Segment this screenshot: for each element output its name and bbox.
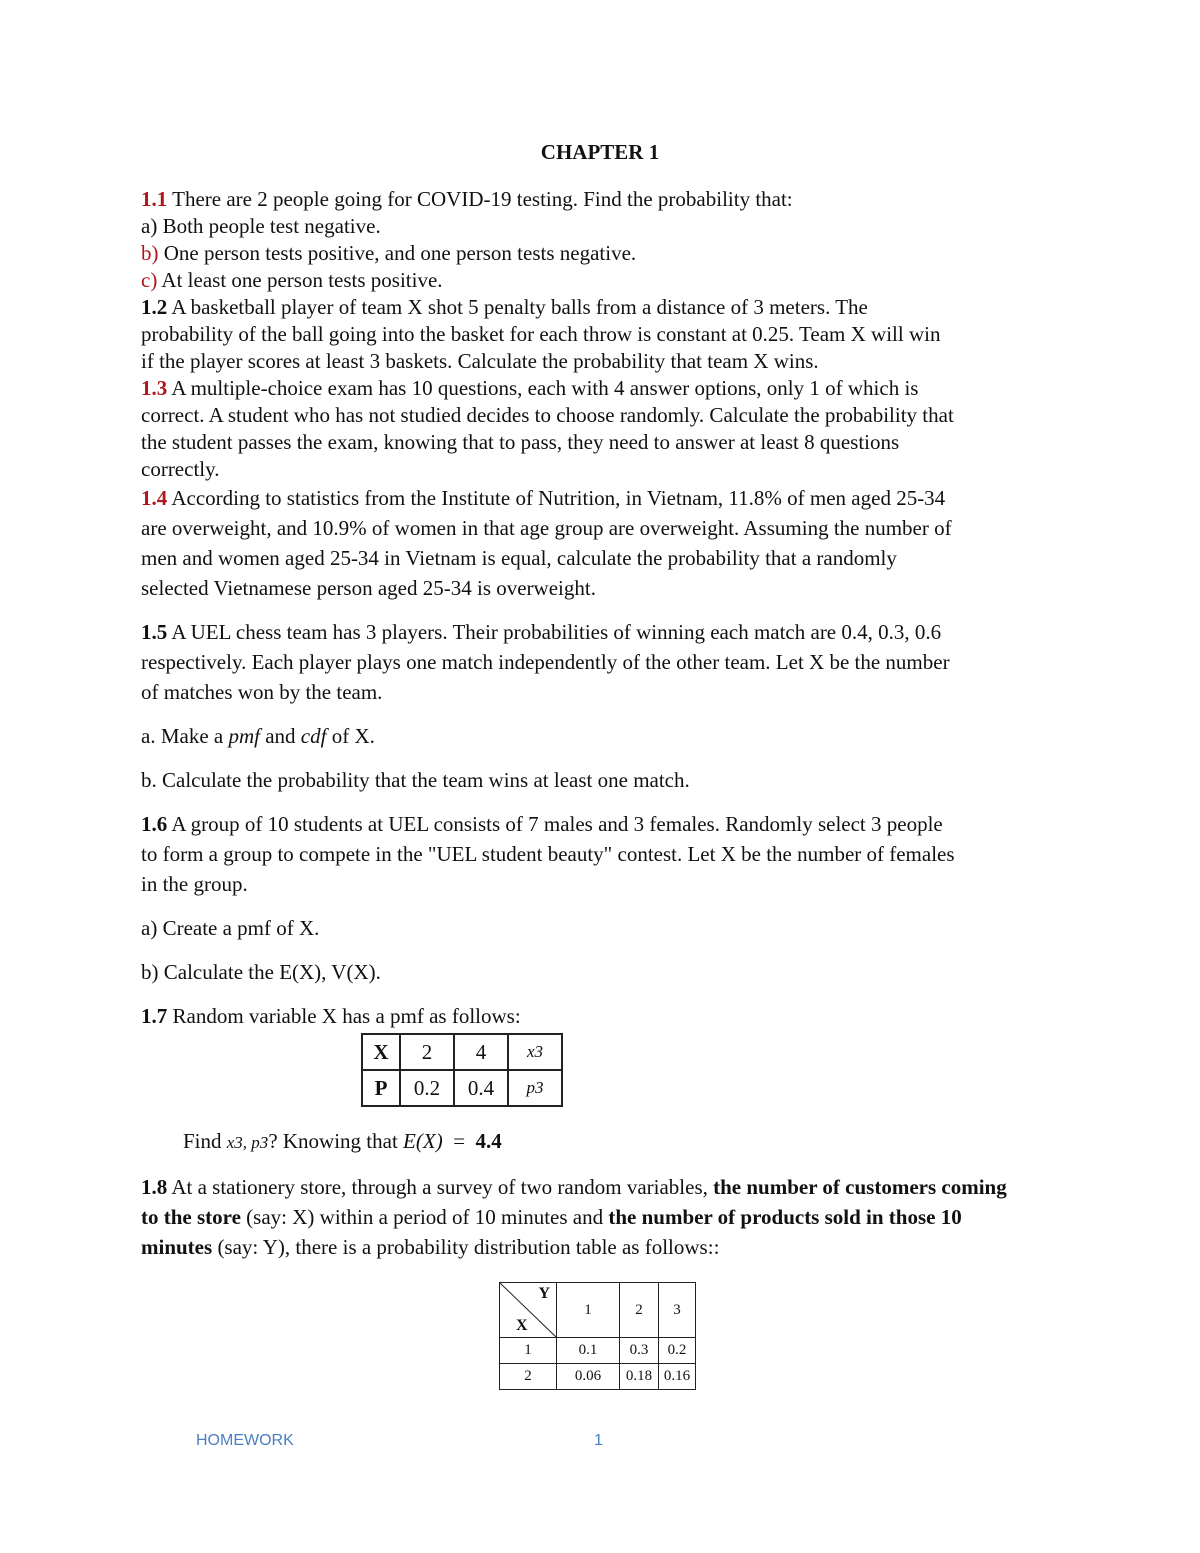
- problem-1-6-b: b) Calculate the E(X), V(X).: [141, 960, 381, 984]
- problem-1-6-a: a) Create a pmf of X.: [141, 916, 320, 940]
- problem-text-line: the student passes the exam, knowing that to pass, they need to answer at least 8 questions: [141, 430, 900, 454]
- problem-1-5: 1.5 A UEL chess team has 3 players. Their probabilities of winning each match are 0.4, 0.3, 0.6: [141, 620, 942, 644]
- problem-1-5-b: b. Calculate the probability that the team wins at least one match.: [141, 768, 690, 792]
- joint-distribution-table: [499, 1282, 696, 1390]
- table-cell: P: [362, 1070, 400, 1106]
- page-number: 1: [594, 1432, 603, 1449]
- problem-number: 1.8: [141, 1175, 168, 1199]
- problem-number: 1.5: [141, 620, 168, 644]
- table-cell: 0.2: [659, 1338, 696, 1364]
- problem-text-line: in the group.: [141, 872, 248, 896]
- table-corner-cell: [500, 1283, 557, 1338]
- problem-text-line: respectively. Each player plays one match independently of the other team. Let X be the number: [141, 650, 950, 674]
- table-cell: 0.4: [454, 1070, 508, 1106]
- problem-1-5-a: a. Make a pmf and cdf of X.: [141, 724, 375, 748]
- row-header: 1: [500, 1338, 557, 1364]
- problem-1-3: 1.3 A multiple-choice exam has 10 questions, each with 4 answer options, only 1 of which is: [141, 376, 919, 400]
- problem-1-7-question: Find x3, p3? Knowing that E(X) = 4.4: [183, 1129, 502, 1153]
- problem-text-line: probability of the ball going into the basket for each throw is constant at 0.25. Team X will win: [141, 322, 941, 346]
- problem-1-8: 1.8 At a stationery store, through a survey of two random variables, the number of customers coming: [141, 1175, 1007, 1199]
- problem-1-7: 1.7 Random variable X has a pmf as follows:: [141, 1004, 521, 1028]
- table-cell: 2: [400, 1034, 454, 1070]
- problem-text-line: if the player scores at least 3 baskets. Calculate the probability that team X wins.: [141, 349, 819, 373]
- column-header: 1: [557, 1283, 620, 1338]
- problem-text-line: correctly.: [141, 457, 220, 481]
- problem-1-2: 1.2 A basketball player of team X shot 5 penalty balls from a distance of 3 meters. The: [141, 295, 868, 319]
- table-cell: 0.18: [620, 1364, 659, 1390]
- problem-number: 1.1: [141, 187, 168, 211]
- problem-1-4: 1.4 According to statistics from the Institute of Nutrition, in Vietnam, 11.8% of men aged 25-34: [141, 486, 946, 510]
- column-header: 3: [659, 1283, 696, 1338]
- chapter-title: CHAPTER 1: [540, 140, 660, 164]
- problem-1-1-c: c) At least one person tests positive.: [141, 268, 443, 292]
- table-row: [362, 1070, 562, 1106]
- problem-1-6: 1.6 A group of 10 students at UEL consists of 7 males and 3 females. Randomly select 3 people: [141, 812, 943, 836]
- problem-number: 1.6: [141, 812, 168, 836]
- problem-1-1-a: a) Both people test negative.: [141, 214, 381, 238]
- pmf-table: [361, 1033, 563, 1107]
- column-header: 2: [620, 1283, 659, 1338]
- table-cell: 0.06: [557, 1364, 620, 1390]
- table-cell: p3: [508, 1070, 562, 1106]
- table-cell: 0.1: [557, 1338, 620, 1364]
- problem-number: 1.4: [141, 486, 168, 510]
- problem-text-line: correct. A student who has not studied decides to choose randomly. Calculate the probability that: [141, 403, 954, 427]
- problem-number: 1.3: [141, 376, 168, 400]
- problem-1-1: 1.1 There are 2 people going for COVID-19 testing. Find the probability that:: [141, 187, 793, 211]
- problem-text-line: selected Vietnamese person aged 25-34 is overweight.: [141, 576, 596, 600]
- footer-label: HOMEWORK: [196, 1432, 294, 1449]
- problem-text-line: of matches won by the team.: [141, 680, 383, 704]
- problem-number: 1.2: [141, 295, 168, 319]
- table-cell: 0.2: [400, 1070, 454, 1106]
- problem-number: 1.7: [141, 1004, 168, 1028]
- row-header: 2: [500, 1364, 557, 1390]
- table-cell: X: [362, 1034, 400, 1070]
- document-body: [141, 186, 1071, 1390]
- problem-1-1-b: b) One person tests positive, and one person tests negative.: [141, 241, 637, 265]
- table-cell: 4: [454, 1034, 508, 1070]
- problem-text-line: are overweight, and 10.9% of women in that age group are overweight. Assuming the number of: [141, 516, 952, 540]
- problem-text-line: to the store (say: X) within a period of 10 minutes and the number of products sold in those 10: [141, 1205, 962, 1229]
- problem-text-line: men and women aged 25-34 in Vietnam is equal, calculate the probability that a randomly: [141, 546, 897, 570]
- problem-text-line: minutes (say: Y), there is a probability distribution table as follows::: [141, 1235, 720, 1259]
- table-row: [500, 1283, 696, 1338]
- corner-label-y: Y: [538, 1285, 550, 1302]
- table-row: [500, 1338, 696, 1364]
- corner-label-x: X: [516, 1317, 528, 1334]
- table-cell: 0.3: [620, 1338, 659, 1364]
- table-cell: x3: [508, 1034, 562, 1070]
- table-cell: 0.16: [659, 1364, 696, 1390]
- table-row: [500, 1364, 696, 1390]
- table-row: [362, 1034, 562, 1070]
- problem-text-line: to form a group to compete in the "UEL student beauty" contest. Let X be the number of females: [141, 842, 955, 866]
